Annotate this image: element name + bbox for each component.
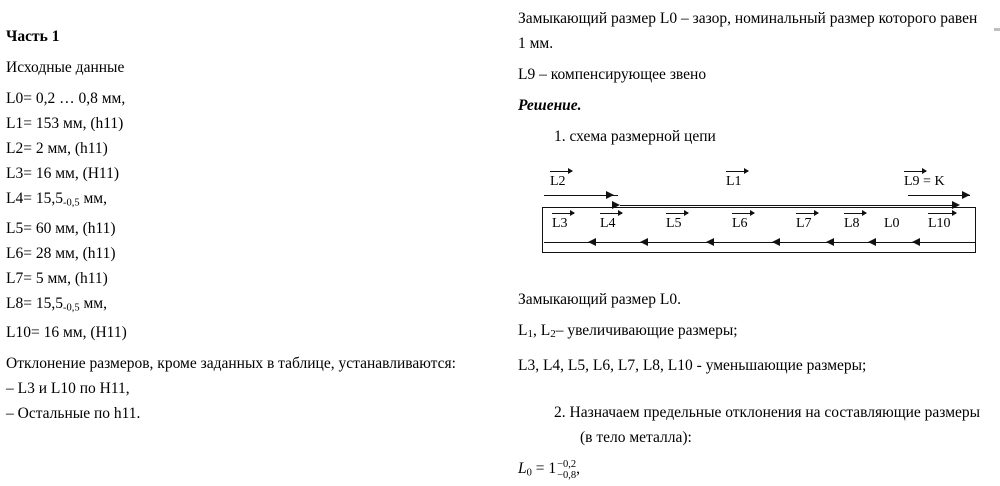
diagram-bottom-head-4: [772, 238, 780, 246]
increasing-sizes: L1, L2– увеличивающие размеры;: [518, 322, 738, 341]
diagram-bottom-head-6: [868, 238, 876, 246]
closing-size-intro-line2: 1 мм.: [518, 35, 554, 52]
value-l2: L2= 2 мм, (h11): [6, 140, 108, 157]
step-2-label-line1: 2. Назначаем предельные отклонения на составляющие размеры: [554, 404, 981, 422]
diagram-arrow-l2-head: [606, 191, 614, 199]
value-l5: L5= 60 мм, (h11): [6, 219, 116, 237]
formula-base: 1: [548, 460, 557, 478]
formula-tail: ,: [576, 460, 581, 478]
closing-size-statement: Замыкающий размер L0.: [518, 291, 681, 308]
closing-size-intro-line1: Замыкающий размер L0 – зазор, номинальный размер которого равен: [518, 10, 978, 27]
formula-variable: L: [518, 460, 527, 478]
tolerance-note-item-2: – Остальные по h11.: [6, 405, 141, 423]
formula-limits: [557, 459, 576, 481]
diagram-arrow-l9-head: [962, 191, 970, 199]
value-l4-main: L4= 15,5: [6, 190, 63, 207]
formula-equals: =: [535, 460, 545, 478]
solution-heading: Решение.: [518, 97, 582, 114]
diagram-bottom-head-2: [640, 238, 648, 246]
page-edge-mark: [994, 28, 1000, 31]
left-column: [6, 0, 486, 484]
value-l4-tail: мм,: [79, 190, 107, 207]
right-column: [518, 0, 1000, 484]
value-l8-tail: мм,: [79, 294, 107, 312]
diagram-bottom-head-1: [588, 238, 596, 246]
step-1-label: 1. схема размерной цепи: [554, 128, 716, 145]
formula-lower: −0,8: [557, 469, 577, 481]
tolerance-note: Отклонение размеров, кроме заданных в таблице, устанавливаются:: [6, 355, 456, 373]
value-l8-main: L8= 15,5: [6, 294, 63, 312]
step-2-label-line2: (в тело металла):: [580, 429, 692, 447]
value-l8-sub: -0,5: [62, 302, 80, 314]
diagram-bottom-head-5: [826, 238, 834, 246]
value-l1: L1= 153 мм, (h11): [6, 115, 124, 132]
diagram-arrow-l9-line: [908, 195, 970, 196]
formula-l0: [518, 456, 1000, 486]
value-l4: [6, 186, 486, 216]
part-heading: Часть 1: [6, 28, 60, 45]
diagram-bottom-head-7: [912, 238, 920, 246]
initial-data-subheading: Исходные данные: [6, 59, 125, 76]
value-l10: L10= 16 мм, (H11): [6, 324, 127, 342]
value-l6: L6= 28 мм, (h11): [6, 244, 116, 262]
formula-variable-sub: 0: [526, 467, 532, 479]
decreasing-sizes: L3, L4, L5, L6, L7, L8, L10 - уменьшающие размеры;: [518, 357, 867, 375]
dimension-chain-diagram: L2 L1 L9 = K L3 L4 L5 L6 L7 L8 L0 L10: [528, 163, 998, 273]
value-l3: L3= 16 мм, (H11): [6, 165, 120, 182]
value-l7: L7= 5 мм, (h11): [6, 269, 108, 287]
value-l0: L0= 0,2 … 0,8 мм,: [6, 90, 126, 107]
compensating-link: L9 – компенсирующее звено: [518, 66, 707, 83]
diagram-bottom-head-3: [706, 238, 714, 246]
value-l4-sub: -0,5: [62, 197, 80, 209]
value-l8: [6, 291, 486, 321]
tolerance-note-item-1: – L3 и L10 по H11,: [6, 380, 130, 398]
formula-upper: −0,2: [557, 458, 577, 470]
